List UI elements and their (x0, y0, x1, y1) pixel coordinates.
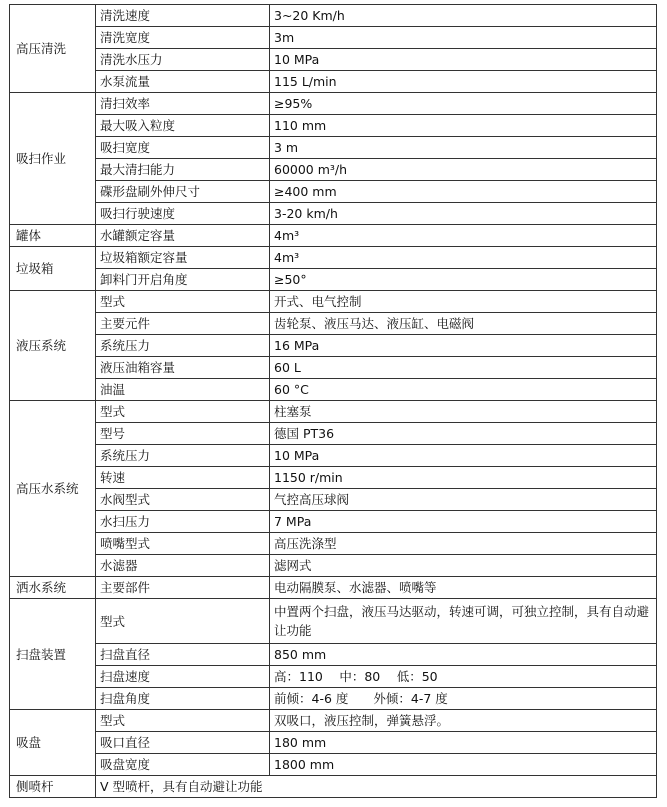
item-name-cell: 垃圾箱额定容量 (96, 247, 270, 269)
table-row (10, 291, 657, 313)
item-value-cell: 1150 r/min (270, 467, 657, 489)
item-value-cell: 7 MPa (270, 511, 657, 533)
item-value-cell: 60 L (270, 357, 657, 379)
item-value-cell: 开式、电气控制 (270, 291, 657, 313)
table-row (10, 225, 657, 247)
item-value-cell: 60 °C (270, 379, 657, 401)
item-value-cell: ≥50° (270, 269, 657, 291)
item-name-cell: 水阀型式 (96, 489, 270, 511)
item-value-cell: ≥400 mm (270, 181, 657, 203)
item-value-cell: 电动隔膜泵、水滤器、喷嘴等 (270, 577, 657, 599)
item-name-cell: 主要部件 (96, 577, 270, 599)
table-row (10, 93, 657, 115)
item-name-cell: 吸盘宽度 (96, 754, 270, 776)
group-name-cell: 垃圾箱 (10, 247, 96, 291)
table-row (10, 27, 657, 49)
item-name-cell: 吸口直径 (96, 732, 270, 754)
item-value-cell: 柱塞泵 (270, 401, 657, 423)
table-row (10, 423, 657, 445)
item-value-cell: 1800 mm (270, 754, 657, 776)
item-value-cell: 齿轮泵、液压马达、液压缸、电磁阀 (270, 313, 657, 335)
item-value-cell: 3-20 km/h (270, 203, 657, 225)
item-name-cell: 主要元件 (96, 313, 270, 335)
table-row (10, 313, 657, 335)
table-row (10, 49, 657, 71)
item-name-cell: 系统压力 (96, 445, 270, 467)
item-value-cell: 4m³ (270, 225, 657, 247)
item-value-cell: 中置两个扫盘，液压马达驱动，转速可调，可独立控制，具有自动避让功能 (270, 599, 657, 644)
item-value-cell: 16 MPa (270, 335, 657, 357)
item-name-cell: 扫盘角度 (96, 688, 270, 710)
table-row (10, 644, 657, 666)
item-value-cell: 10 MPa (270, 49, 657, 71)
item-value-cell: 3m (270, 27, 657, 49)
table-row-footer (10, 776, 657, 798)
item-value-cell: 110 mm (270, 115, 657, 137)
group-name-cell: 高压水系统 (10, 401, 96, 577)
group-name-cell: 高压清洗 (10, 5, 96, 93)
table-row (10, 710, 657, 732)
table-row (10, 159, 657, 181)
table-row (10, 577, 657, 599)
table-row (10, 533, 657, 555)
item-name-cell: 水泵流量 (96, 71, 270, 93)
item-name-cell: 型号 (96, 423, 270, 445)
group-name-cell: 吸盘 (10, 710, 96, 776)
table-row (10, 555, 657, 577)
table-row (10, 666, 657, 688)
item-name-cell: 油温 (96, 379, 270, 401)
table-row (10, 732, 657, 754)
table-row (10, 181, 657, 203)
item-value-cell: 前倾：4-6 度 外倾：4-7 度 (270, 688, 657, 710)
item-name-cell: 扫盘直径 (96, 644, 270, 666)
item-name-cell: 清洗宽度 (96, 27, 270, 49)
item-value-cell: 高压洗涤型 (270, 533, 657, 555)
item-name-cell: 水扫压力 (96, 511, 270, 533)
item-name-cell: 水滤器 (96, 555, 270, 577)
item-value-cell: 高：110 中：80 低：50 (270, 666, 657, 688)
item-value-cell: 180 mm (270, 732, 657, 754)
item-name-cell: 清洗速度 (96, 5, 270, 27)
group-name-cell: 吸扫作业 (10, 93, 96, 225)
table-row (10, 5, 657, 27)
item-name-cell: 水罐额定容量 (96, 225, 270, 247)
table-row (10, 335, 657, 357)
item-name-cell: 型式 (96, 401, 270, 423)
item-name-cell: 液压油箱容量 (96, 357, 270, 379)
item-value-cell: 3 m (270, 137, 657, 159)
group-name-cell: 扫盘装置 (10, 599, 96, 710)
item-value-cell: 850 mm (270, 644, 657, 666)
item-value-cell: 双吸口，液压控制，弹簧悬浮。 (270, 710, 657, 732)
group-name-cell: 侧喷杆 (10, 776, 96, 798)
item-value-cell: 滤网式 (270, 555, 657, 577)
item-name-cell: 吸扫宽度 (96, 137, 270, 159)
table-row (10, 467, 657, 489)
table-row (10, 445, 657, 467)
item-name-cell: 吸扫行驶速度 (96, 203, 270, 225)
item-name-cell: 最大清扫能力 (96, 159, 270, 181)
item-name-cell: 喷嘴型式 (96, 533, 270, 555)
spec-table-body (10, 5, 657, 798)
table-row (10, 247, 657, 269)
table-row (10, 489, 657, 511)
group-name-cell: 罐体 (10, 225, 96, 247)
item-name-cell: 扫盘速度 (96, 666, 270, 688)
item-name-cell: 转速 (96, 467, 270, 489)
item-name-cell: 清洗水压力 (96, 49, 270, 71)
footer-value-cell: V 型喷杆，具有自动避让功能 (96, 776, 657, 798)
item-name-cell: 清扫效率 (96, 93, 270, 115)
item-value-cell: 气控高压球阀 (270, 489, 657, 511)
item-name-cell: 碟形盘刷外伸尺寸 (96, 181, 270, 203)
table-row (10, 688, 657, 710)
item-value-cell: 德国 PT36 (270, 423, 657, 445)
table-row (10, 754, 657, 776)
table-row (10, 599, 657, 644)
item-name-cell: 型式 (96, 291, 270, 313)
table-row (10, 137, 657, 159)
item-value-cell: ≥95% (270, 93, 657, 115)
table-row (10, 71, 657, 93)
item-value-cell: 4m³ (270, 247, 657, 269)
item-name-cell: 型式 (96, 599, 270, 644)
item-name-cell: 卸料门开启角度 (96, 269, 270, 291)
table-row (10, 269, 657, 291)
table-row (10, 115, 657, 137)
group-name-cell: 洒水系统 (10, 577, 96, 599)
item-value-cell: 10 MPa (270, 445, 657, 467)
group-name-cell: 液压系统 (10, 291, 96, 401)
item-name-cell: 型式 (96, 710, 270, 732)
table-row (10, 203, 657, 225)
item-value-cell: 115 L/min (270, 71, 657, 93)
item-name-cell: 最大吸入粒度 (96, 115, 270, 137)
table-row (10, 357, 657, 379)
item-value-cell: 3~20 Km/h (270, 5, 657, 27)
table-row (10, 401, 657, 423)
table-row (10, 511, 657, 533)
item-name-cell: 系统压力 (96, 335, 270, 357)
table-row (10, 379, 657, 401)
spec-table (9, 4, 657, 798)
item-value-cell: 60000 m³/h (270, 159, 657, 181)
